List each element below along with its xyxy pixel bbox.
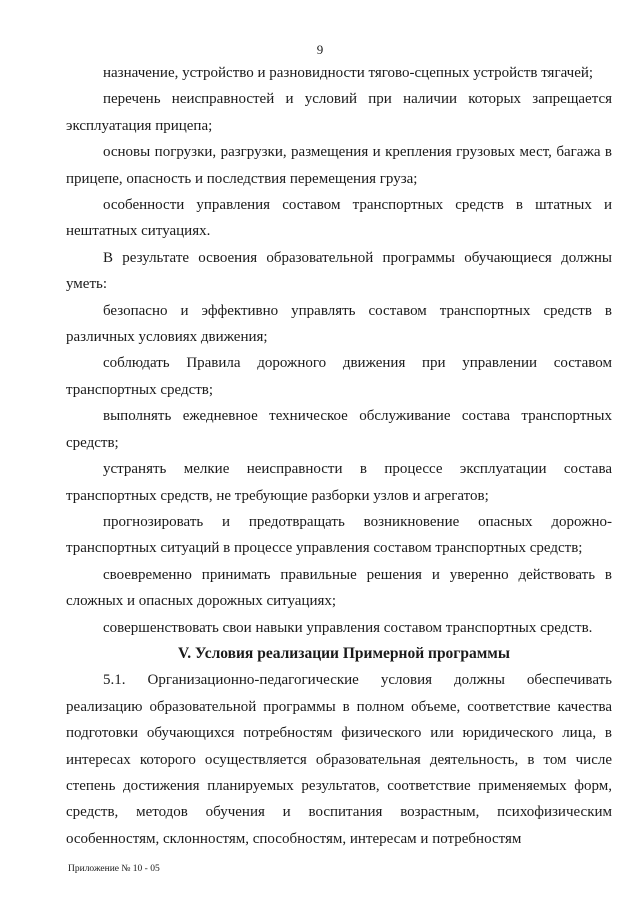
paragraph: назначение, устройство и разновидности тягово-сцепных устройств тягачей; <box>103 65 594 81</box>
paragraph: соблюдать Правила дорожного движения при управлении составом транспортных средств; <box>66 355 612 398</box>
section-heading: V. Условия реализации Примерной программы <box>178 644 510 662</box>
paragraph: перечень неисправностей и условий при наличии которых запрещается эксплуатация прицепа; <box>66 91 612 134</box>
paragraph: выполнять ежедневное техническое обслуживание состава транспортных средств; <box>66 408 612 451</box>
footer-note: Приложение № 10 - 05 <box>68 864 160 874</box>
page-number: 9 <box>316 42 324 57</box>
paragraph: своевременно принимать правильные решения и уверенно действовать в сложных и опасных дорожных ситуациях; <box>66 566 612 610</box>
paragraph: совершенствовать свои навыки управления составом транспортных средств. <box>103 619 593 636</box>
paragraph: В результате освоения образовательной программы обучающиеся должны уметь: <box>66 249 612 293</box>
paragraph: основы погрузки, разгрузки, размещения и крепления грузовых мест, багажа в прицепе, опасность и последствия перемещения груза; <box>66 144 612 187</box>
document-body <box>66 60 612 852</box>
paragraph: прогнозировать и предотвращать возникновение опасных дорожно-транспортных ситуаций в процессе управления составом транспортных средств; <box>66 513 612 557</box>
paragraph: особенности управления составом транспортных средств в штатных и нештатных ситуациях. <box>66 197 612 240</box>
paragraph: 5.1. Организационно-педагогические условия должны обеспечивать реализацию образовательной программы в полном объеме, соответствие качества подготовки обучающихся потребностям физического или юридического лица, в интересах которого осуществляется образовательная деятельность, в том числе степень достижения планируемых результатов, соответствие применяемых форм, средств, методов обучения и воспитания возрастным, психофизическим особенностям, склонностям, способностям, интересам и потребностям <box>66 672 612 847</box>
paragraph: безопасно и эффективно управлять составом транспортных средств в различных условиях движения; <box>66 302 612 346</box>
paragraph: устранять мелкие неисправности в процессе эксплуатации состава транспортных средств, не требующие разборки узлов и агрегатов; <box>66 461 612 504</box>
